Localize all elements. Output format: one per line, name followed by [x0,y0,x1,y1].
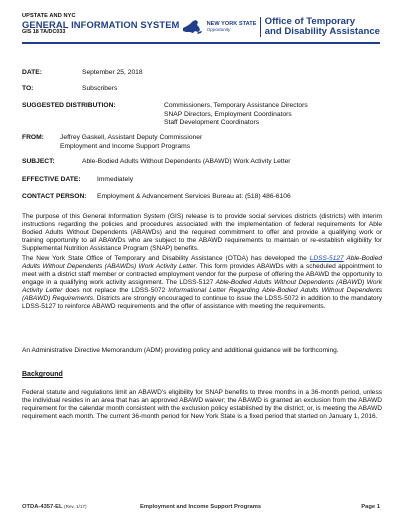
header-title: GENERAL INFORMATION SYSTEM [22,18,180,30]
text-run: The New York State Office of Temporary and Disability Assistance (OTDA) has developed the [22,255,310,262]
form-code: OTDA-4357-EL [22,504,63,510]
section-heading-background: Background [22,371,63,378]
text-run: . Districts are strongly encouraged to continue to issue the LDSS-5072 in addition to the mandatory LDSS-5127 to reinforce ABAWD requirements and the offer of assistance with meeting the requirements. [22,295,382,311]
from-value [60,134,202,151]
to-value: Subscribers [82,85,118,92]
from-line: Jeffrey Gaskell, Assistant Deputy Commissioner [60,134,203,141]
effective-date-label: EFFECTIVE DATE: [22,176,81,183]
subject-value: Able-Bodied Adults Without Dependents (ABAWD) Work Activity Letter [82,158,291,165]
paragraph-background: Federal statute and regulations limit an ABAWD's eligibility for SNAP benefits to three months in a 36-month period, unless the individual resides in an area that has an approved ABAWD waiver; the ABAWD is granted an exclusion from the ABAWD requirement for the calendar month consistent with the exclusion policy established by the district; or, is meeting the ABAWD requirement each month. The current 36-month period for New York State is a fixed period that started on January 1, 2016. [22,389,382,421]
contact-label: CONTACT PERSON: [22,193,87,200]
office-line-2: and Disability Assistance [264,26,380,38]
agency-logo-block [181,17,380,37]
distribution-line: SNAP Directors, Employment Coordinators [164,110,292,118]
text-run: does not replace the LDSS-5072 [62,287,169,295]
text-run: . This form provides ABAWDs with a scheduled appointment to meet with a district staff member or contracted employment vendor for the purpose of offering the ABAWD the opportunity to engage in a qualifying work activity assignment. The LDSS-5127 [22,263,382,287]
to-label: TO: [22,85,34,92]
distribution-line: Commissioners, Temporary Assistance Directors [164,102,308,109]
ldss-5127-link[interactable]: LDSS-5127 [309,255,344,262]
header-code: GIS 18 TA/DC033 [22,28,66,35]
logo-text [207,22,257,33]
effective-date-value: Immediately [97,176,134,183]
contact-value: Employment & Advancement Services Bureau at: (518) 486-6106 [97,193,291,200]
paragraph-form [22,255,382,311]
form-title: Able-Bodied Adults Without Dependents (ABAWD) Work Activity Letter [22,279,382,295]
distribution-line: Staff Development Coordinators [164,119,260,127]
office-name [265,17,380,37]
form-title: Informational Letter Regarding Able-Bodied Adults Without Dependents (ABAWD) Requirements [22,287,382,303]
paragraph-purpose: The purpose of this General Information System (GIS) release is to provide social services districts (districts) with interim instructions regarding the policies and procedures associated with the implementation of federal requirements for Able Bodied Adults Without Dependents (ABAWDs) and the required commitment to offer and provide a qualifying work or training opportunity to all ABAWDs who are subject to the ABAWD requirements to maintain or re-establish eligibility for Supplemental Nutrition Assistance Program (SNAP) benefits. [22,213,382,253]
new-york-state-map-icon [181,18,203,36]
distribution-label: SUGGESTED DISTRIBUTION: [22,102,116,109]
logo-divider [260,17,261,37]
header-rule [22,42,380,44]
footer-form-code [22,504,87,510]
header-top-line: UPSTATE AND NYC [22,13,76,19]
date-value: September 25, 2018 [82,69,143,76]
office-line-1: Office of Temporary [264,16,356,27]
subject-label: SUBJECT: [22,158,55,165]
distribution-list [164,102,308,128]
paragraph-adm: An Administrative Directive Memorandum (ADM) providing policy and additional guidance will be forthcoming. [22,347,339,354]
header-block [22,14,179,35]
footer-page-number: Page 1 [361,504,380,510]
form-revision: (Rev. 1/17) [64,504,87,509]
date-label: DATE: [22,69,42,76]
from-label: FROM: [22,134,44,141]
logo-line: NEW YORK STATE [206,20,257,27]
form-title: Able-Bodied Adults Without Dependents (ABAWDs) Work Activity Letter [22,255,382,271]
logo-subline: Opportunity [206,26,231,32]
nys-logo [181,17,257,37]
from-line: Employment and Income Support Programs [60,142,191,150]
footer-center: Employment and Income Support Programs [140,504,262,510]
